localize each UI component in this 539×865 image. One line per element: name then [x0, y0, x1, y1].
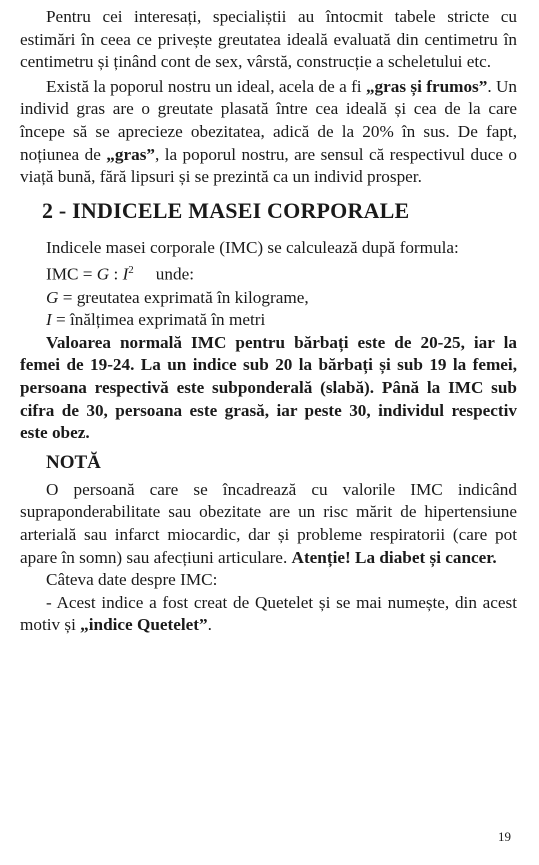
formula-intro: Indicele masei corporale (IMC) se calculează după formula: [46, 237, 459, 257]
text-column [20, 6, 517, 637]
def-g-symbol: G [46, 287, 59, 307]
section-heading: 2 - INDICELE MASEI CORPORALE [42, 197, 410, 223]
definition-i [20, 309, 517, 332]
formula-line [20, 259, 517, 286]
p2-bold-b: „gras” [106, 144, 155, 164]
formula-exponent: 2 [128, 264, 134, 277]
dates-line: Câteva date despre IMC: [46, 570, 218, 590]
quetelet-bold: „indice Quetelet” [80, 615, 208, 635]
page-number: 19 [498, 829, 511, 844]
p2-text-c: , la poporul nostru, are sensul că respectivul duce o viață bună, fără lipsuri și se prezintă ca un individ prosper. [20, 144, 517, 187]
formula-g: G [96, 265, 110, 285]
p2-bold-a: „gras și frumos” [365, 76, 488, 96]
quetelet-end: . [207, 615, 212, 635]
intro-paragraph-2 [20, 76, 517, 189]
nota-text: O persoană care se încadrează cu valorile IMC indicând supraponderabilitate sau obezitate are un risc mărit de hipertensiune arterială sau infarct miocardic, dar și probleme respiratorii (care pot apare în somn) sau afecțiuni articulare. [20, 479, 517, 567]
formula-left: IMC = [46, 265, 97, 285]
nota-bold: Atenție! La diabet și cancer. [291, 547, 497, 567]
def-g-text: = greutatea exprimată în kilograme, [58, 287, 309, 307]
p2-text-a: Există la poporul nostru un ideal, acela de a fi [46, 76, 366, 96]
formula-i: I [122, 265, 129, 285]
intro-paragraph-1: Pentru cei interesați, specialiștii au întocmit tabele stricte cu estimări în ceea ce privește greutatea ideală evaluată din centimetru în centimetru și ținând cont de sex, vârstă, construcție a scheletului etc. [20, 7, 517, 72]
formula-colon: : [109, 265, 123, 285]
def-i-symbol: I [46, 310, 52, 330]
quetelet-paragraph [20, 592, 517, 637]
nota-heading: NOTĂ [46, 451, 101, 473]
def-i-text: = înălțimea exprimată în metri [51, 310, 266, 330]
p2-text-b: . Un individ gras are o greutate plasată între cea ideală și cea de la care începe să se aprecieze obezitatea, adică de la 20% în sus. De fapt, noțiunea de [20, 76, 517, 164]
quetelet-text: - Acest indice a fost creat de Quetelet și se mai numește, din acest motiv și [20, 592, 517, 635]
formula-where: unde: [155, 265, 194, 285]
definition-g [20, 287, 517, 310]
nota-paragraph [20, 479, 517, 569]
imc-values-paragraph: Valoarea normală IMC pentru bărbați este de 20-25, iar la femei de 19-24. La un indice sub 20 la bărbați și sub 19 la femei, persoana respectivă este subponderală (slabă). Până la IMC sub cifra de 30, persoana este grasă, iar peste 30, individul respectiv este obez. [20, 332, 517, 443]
